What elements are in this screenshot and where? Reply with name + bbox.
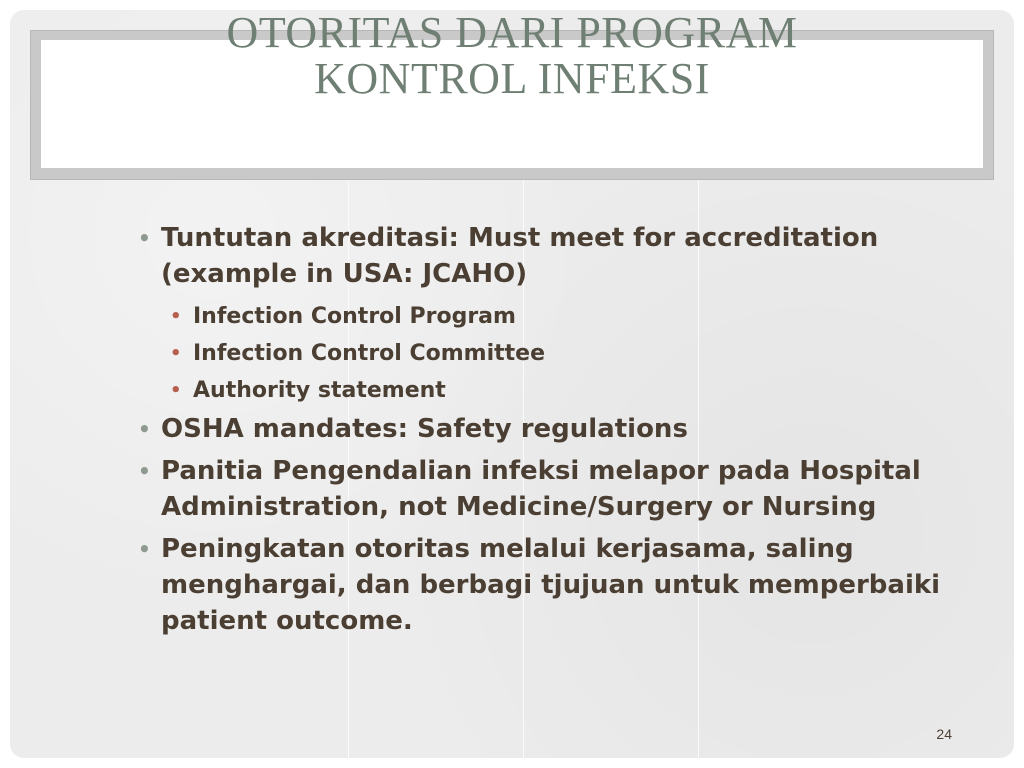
bullet-accreditation: • Tuntutan akreditasi: Must meet for accreditation (example in USA: JCAHO): [136, 220, 956, 292]
sub-bullet-list: [168, 298, 956, 409]
bullet-osha-mandates: • OSHA mandates: Safety regulations: [136, 411, 956, 447]
bullet-panitia-reporting: • Panitia Pengendalian infeksi melapor pada Hospital Administration, not Medicine/Surgery or Nursing: [136, 453, 956, 525]
bullet-authority-improvement: • Peningkatan otoritas melalui kerjasama, saling menghargai, dan berbagi tjujuan untuk memperbaiki patient outcome.: [136, 531, 956, 639]
bullet-list: [136, 220, 956, 645]
sub-bullet-infection-control-committee: • Infection Control Committee: [168, 335, 956, 372]
sub-bullet-authority-statement: • Authority statement: [168, 372, 956, 409]
slide-title-line-1: OTORITAS DARI PROGRAM: [226, 10, 798, 57]
slide: [10, 10, 1014, 758]
page-number: 24: [936, 726, 952, 742]
sub-bullet-infection-control-program: • Infection Control Program: [168, 298, 956, 335]
slide-title: [30, 10, 994, 102]
slide-title-line-2: KONTROL INFEKSI: [314, 54, 710, 103]
